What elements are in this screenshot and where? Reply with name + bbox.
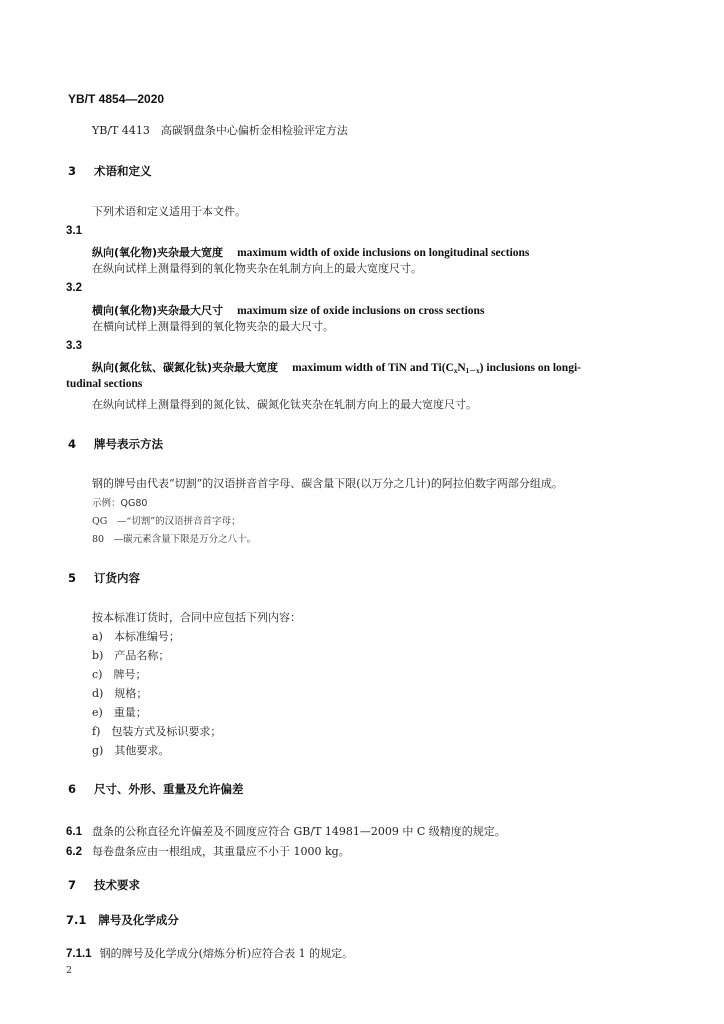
- standard-code: YB/T 4854—2020: [68, 92, 165, 106]
- term-number: 3.1: [66, 225, 82, 237]
- section-number: 4: [68, 437, 77, 451]
- section-title: 牌号表示方法: [94, 437, 164, 451]
- section-title: 尺寸、外形、重量及允许偏差: [94, 782, 244, 796]
- section-3-intro: 下列术语和定义适用于本文件。: [92, 205, 246, 218]
- example-line: 80 —碳元素含量下限是万分之八十。: [92, 534, 257, 545]
- section-number: 6: [68, 782, 77, 796]
- section-3-heading: [68, 166, 152, 178]
- section-title: 术语和定义: [94, 164, 152, 178]
- subsection-number: 7.1: [66, 913, 87, 927]
- term-en-continued: tudinal sections: [66, 378, 143, 390]
- term-cn: 纵向(氧化物)夹杂最大宽度: [92, 246, 224, 259]
- term-cn: 纵向(氮化钛、碳氮化钛)夹杂最大宽度: [92, 361, 279, 374]
- term-3-1: [92, 243, 529, 260]
- term-en: maximum width of TiN and $Ti(C_xN_{1-x})$ inclusions on longi-: [292, 362, 581, 375]
- page-number: 2: [66, 965, 73, 976]
- section-number: 5: [68, 571, 77, 585]
- term-3-2: [92, 301, 484, 318]
- section-5-heading: [68, 573, 140, 585]
- term-definition: 在纵向试样上测量得到的氮化钛、碳氮化钛夹杂在轧制方向上的最大宽度尺寸。: [92, 398, 477, 411]
- term-cn: 横向(氧化物)夹杂最大尺寸: [92, 304, 224, 317]
- example-line: QG —“切割”的汉语拼音首字母；: [92, 516, 241, 527]
- section-title: 订货内容: [94, 571, 141, 585]
- list-item: g) 其他要求。: [92, 744, 170, 757]
- term-en: maximum width of oxide inclusions on longitudinal sections: [237, 247, 530, 259]
- section-title: 技术要求: [94, 878, 141, 892]
- section-7-heading: [68, 880, 140, 892]
- clause-6-1: [66, 822, 506, 839]
- grade-rule-text: 钢的牌号由代表“切割”的汉语拼音首字母、碳含量下限(以万分之几计)的阿拉伯数字两部分组成。: [92, 477, 563, 490]
- clause-number: 6.2: [66, 846, 82, 858]
- section-number: 3: [68, 164, 77, 178]
- list-item: e) 重量；: [92, 706, 147, 719]
- order-intro: 按本标准订货时，合同中应包括下列内容：: [92, 611, 301, 624]
- section-6-heading: [68, 784, 244, 796]
- normative-reference: YB/T 4413 高碳钢盘条中心偏析金相检验评定方法: [92, 124, 348, 137]
- clause-number: 6.1: [66, 826, 82, 838]
- term-number: 3.3: [66, 340, 82, 352]
- section-4-heading: [68, 439, 163, 451]
- clause-text: 每卷盘条应由一根组成，其重量应不小于 1000 kg。: [92, 845, 350, 858]
- term-number: 3.2: [66, 282, 82, 294]
- subsection-7-1-heading: [66, 915, 179, 927]
- list-item: a) 本标准编号；: [92, 630, 180, 643]
- term-3-3: [92, 358, 581, 375]
- clause-text: 钢的牌号及化学成分(熔炼分析)应符合表 1 的规定。: [99, 947, 354, 960]
- term-definition: 在横向试样上测量得到的氧化物夹杂的最大尺寸。: [92, 320, 334, 333]
- subsection-title: 牌号及化学成分: [98, 913, 179, 927]
- section-number: 7: [68, 878, 77, 892]
- clause-6-2: [66, 842, 350, 859]
- example-label: 示例：QG80: [92, 498, 148, 509]
- clause-number: 7.1.1: [66, 948, 92, 960]
- term-definition: 在纵向试样上测量得到的氧化物夹杂在轧制方向上的最大宽度尺寸。: [92, 262, 422, 275]
- list-item: c) 牌号；: [92, 668, 147, 681]
- clause-7-1-1: [66, 944, 353, 961]
- term-en: maximum size of oxide inclusions on cross sections: [237, 305, 485, 317]
- list-item: d) 规格；: [92, 687, 148, 700]
- list-item: b) 产品名称；: [92, 649, 170, 662]
- list-item: f) 包装方式及标识要求；: [92, 725, 222, 738]
- clause-text: 盘条的公称直径允许偏差及不圆度应符合 GB/T 14981—2009 中 C 级精度的规定。: [92, 825, 506, 838]
